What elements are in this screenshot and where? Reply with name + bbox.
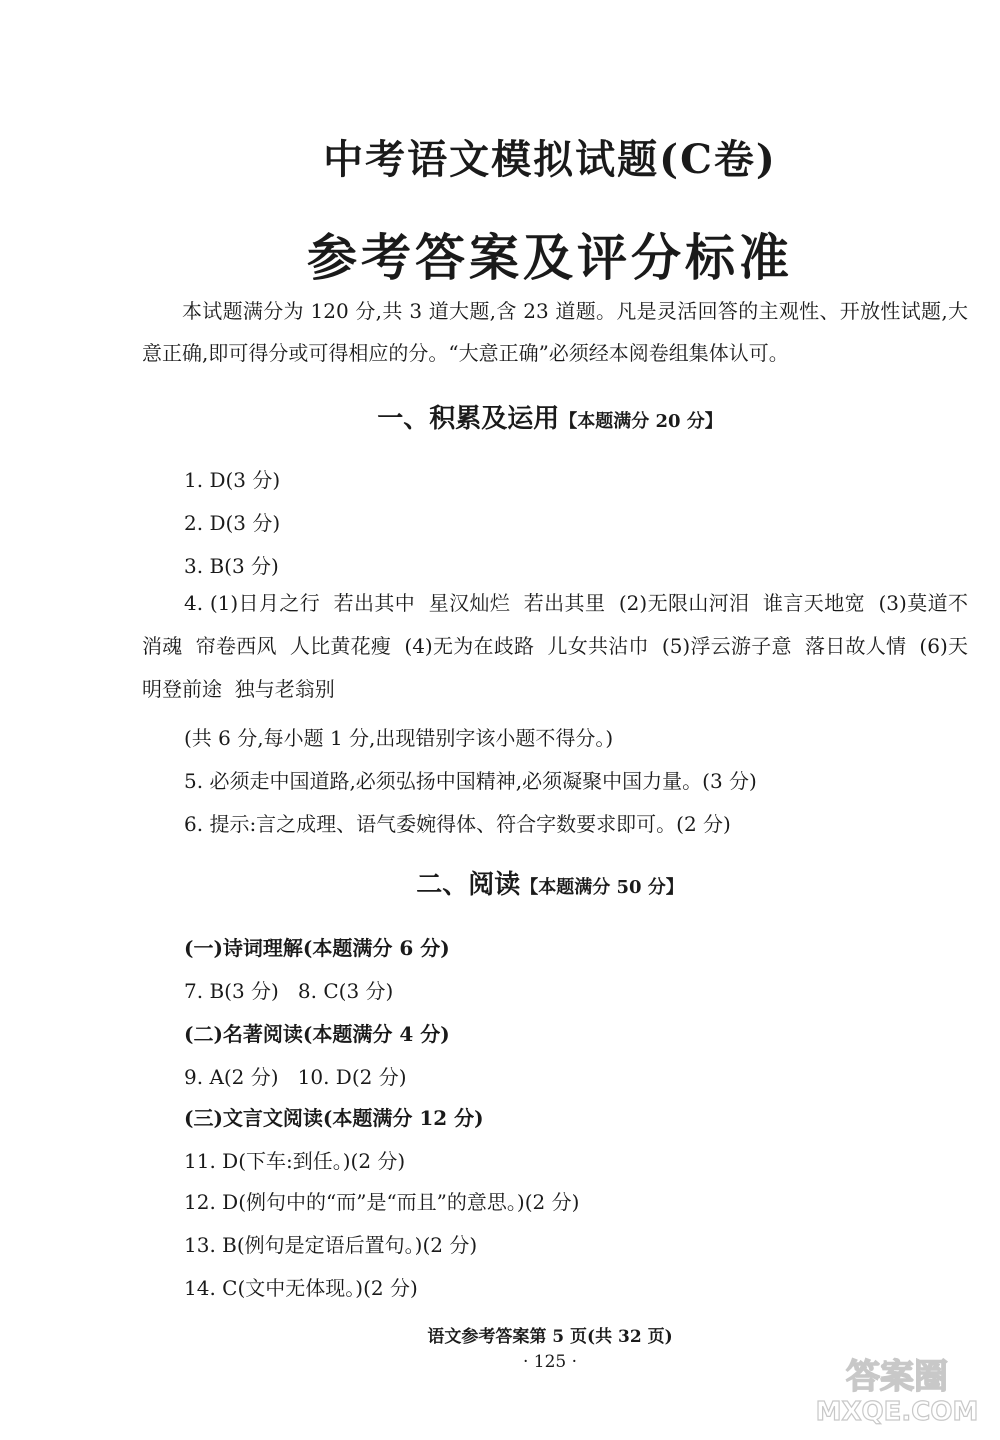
answer-q4: 4. (1)日月之行 若出其中 星汉灿烂 若出其里 (2)无限山河泪 谁言天地宽 (3)莫道不消魂 帘卷西风 人比黄花瘦 (4)无为在歧路 儿女共沾巾 (5)浮云游子意 落日故人情 (6)天明登前途 独与老翁别 [142,591,968,701]
section-1-score-note: 【本题满分 20 分】 [559,411,723,432]
page-title: 中考语文模拟试题(C卷) [323,136,777,183]
page-subtitle: 参考答案及评分标准 [307,228,793,287]
answer-q4-note: (共 6 分,每小题 1 分,出现错别字该小题不得分。) [184,726,614,750]
answer-q1: 1. D(3 分) [184,468,281,492]
section-2-score-note: 【本题满分 50 分】 [520,877,684,898]
section-1-heading [0,398,1000,435]
part-3-heading: (三)文言文阅读(本题满分 12 分) [184,1106,484,1130]
watermark-logo [812,1350,982,1426]
section-1-title: 一、积累及运用 [377,404,560,434]
answer-q5: 5. 必须走中国道路,必须弘扬中国精神,必须凝聚中国力量。(3 分) [184,769,757,793]
answer-q14: 14. C(文中无体现。)(2 分) [184,1276,418,1300]
section-2-title: 二、阅读 [416,870,521,900]
answer-q2: 2. D(3 分) [184,511,281,535]
page-info: 语文参考答案第 5 页(共 32 页) [427,1327,673,1347]
watermark-text: 答案圈 [846,1357,948,1397]
part-1-heading: (一)诗词理解(本题满分 6 分) [184,936,450,960]
part-2-heading: (二)名著阅读(本题满分 4 分) [184,1022,450,1046]
answer-q12: 12. D(例句中的“而”是“而且”的意思。)(2 分) [184,1190,580,1214]
part-2-answers: 9. A(2 分) 10. D(2 分) [184,1065,407,1089]
answer-q11: 11. D(下车:到任。)(2 分) [184,1149,406,1173]
page-number: · 125 · [522,1352,578,1372]
watermark-url: MXQE.COM [815,1397,979,1426]
section-2-heading [0,864,1000,901]
answer-q3: 3. B(3 分) [184,554,279,578]
answer-q6: 6. 提示:言之成理、语气委婉得体、符合字数要求即可。(2 分) [184,812,731,836]
part-1-answers: 7. B(3 分) 8. C(3 分) [184,979,394,1003]
intro-paragraph: 本试题满分为 120 分,共 3 道大题,含 23 道题。凡是灵活回答的主观性、开放性试题,大意正确,即可得分或可得相应的分。“大意正确”必须经本阅卷组集体认可。 [142,299,968,365]
answer-q13: 13. B(例句是定语后置句。)(2 分) [184,1233,478,1257]
